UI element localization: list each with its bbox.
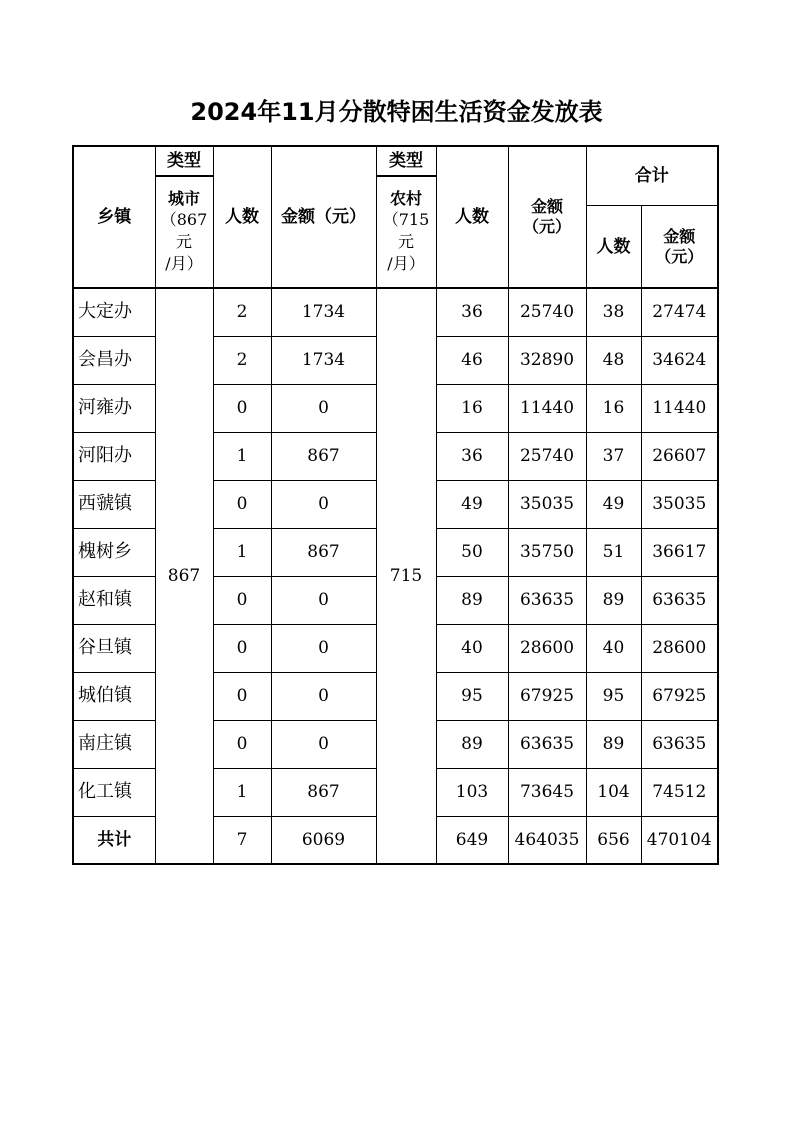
rural-people: 36 — [436, 288, 508, 336]
total-people: 16 — [586, 384, 641, 432]
totals-total-amount: 470104 — [641, 816, 718, 864]
rural-amount: 67925 — [508, 672, 586, 720]
header-town: 乡镇 — [73, 146, 155, 288]
total-people: 48 — [586, 336, 641, 384]
total-amount: 27474 — [641, 288, 718, 336]
rural-standard-num: （715 — [382, 210, 430, 229]
header-rural-amount-label: 金额 — [530, 197, 563, 216]
city-amount: 0 — [271, 384, 376, 432]
total-people: 40 — [586, 624, 641, 672]
page-title: 2024年11月分散特困生活资金发放表 — [190, 98, 603, 126]
rural-people: 89 — [436, 576, 508, 624]
total-people: 89 — [586, 576, 641, 624]
rural-amount: 25740 — [508, 288, 586, 336]
rural-amount: 73645 — [508, 768, 586, 816]
total-amount: 28600 — [641, 624, 718, 672]
rural-amount: 63635 — [508, 576, 586, 624]
city-standard-value: 867 — [155, 288, 213, 864]
allowance-table — [72, 145, 719, 865]
total-people: 89 — [586, 720, 641, 768]
city-amount: 0 — [271, 720, 376, 768]
city-people: 2 — [213, 336, 271, 384]
city-amount: 0 — [271, 576, 376, 624]
town-name: 西虢镇 — [73, 480, 155, 528]
header-total: 合计 — [586, 146, 718, 206]
total-amount: 36617 — [641, 528, 718, 576]
rural-people: 49 — [436, 480, 508, 528]
total-amount: 67925 — [641, 672, 718, 720]
total-people: 37 — [586, 432, 641, 480]
city-amount: 1734 — [271, 336, 376, 384]
header-city-standard — [155, 176, 213, 288]
header-city-people: 人数 — [213, 146, 271, 288]
header-city-label: 城市 — [167, 189, 200, 208]
town-name: 河阳办 — [73, 432, 155, 480]
town-name: 城伯镇 — [73, 672, 155, 720]
rural-people: 40 — [436, 624, 508, 672]
city-people: 1 — [213, 432, 271, 480]
totals-label: 共计 — [73, 816, 155, 864]
header-city-amount: 金额（元） — [271, 146, 376, 288]
total-people: 38 — [586, 288, 641, 336]
total-amount: 63635 — [641, 720, 718, 768]
town-name: 河雍办 — [73, 384, 155, 432]
rural-standard-month: /月） — [387, 254, 425, 273]
totals-city-amount: 6069 — [271, 816, 376, 864]
header-total-amount-label: 金额 — [663, 226, 696, 246]
city-standard-month: /月） — [165, 254, 203, 273]
total-amount: 34624 — [641, 336, 718, 384]
table-row — [73, 288, 718, 336]
rural-people: 16 — [436, 384, 508, 432]
city-people: 1 — [213, 528, 271, 576]
header-rural-type: 类型 — [376, 146, 436, 176]
header-total-amount — [641, 206, 718, 288]
totals-rural-amount: 464035 — [508, 816, 586, 864]
total-amount: 74512 — [641, 768, 718, 816]
rural-amount: 32890 — [508, 336, 586, 384]
city-people: 2 — [213, 288, 271, 336]
totals-city-people: 7 — [213, 816, 271, 864]
town-name: 槐树乡 — [73, 528, 155, 576]
town-name: 化工镇 — [73, 768, 155, 816]
city-amount: 0 — [271, 624, 376, 672]
rural-amount: 11440 — [508, 384, 586, 432]
rural-standard-yuan: 元 — [397, 232, 414, 251]
rural-people: 103 — [436, 768, 508, 816]
total-amount: 63635 — [641, 576, 718, 624]
rural-standard-value: 715 — [376, 288, 436, 864]
total-people: 104 — [586, 768, 641, 816]
town-name: 谷旦镇 — [73, 624, 155, 672]
city-standard-yuan: 元 — [175, 232, 192, 251]
town-name: 赵和镇 — [73, 576, 155, 624]
city-amount: 867 — [271, 432, 376, 480]
header-rural-amount-unit: （元） — [522, 217, 571, 236]
rural-amount: 63635 — [508, 720, 586, 768]
total-people: 95 — [586, 672, 641, 720]
city-amount: 867 — [271, 528, 376, 576]
town-name: 会昌办 — [73, 336, 155, 384]
rural-amount: 35035 — [508, 480, 586, 528]
city-people: 0 — [213, 576, 271, 624]
rural-amount: 28600 — [508, 624, 586, 672]
total-people: 49 — [586, 480, 641, 528]
city-people: 0 — [213, 480, 271, 528]
city-people: 0 — [213, 624, 271, 672]
totals-total-people: 656 — [586, 816, 641, 864]
total-amount: 11440 — [641, 384, 718, 432]
rural-people: 95 — [436, 672, 508, 720]
header-rural-label: 农村 — [389, 189, 422, 208]
city-amount: 0 — [271, 672, 376, 720]
header-total-people: 人数 — [586, 206, 641, 288]
city-people: 0 — [213, 720, 271, 768]
header-rural-people: 人数 — [436, 146, 508, 288]
rural-people: 46 — [436, 336, 508, 384]
header-rural-standard — [376, 176, 436, 288]
rural-people: 36 — [436, 432, 508, 480]
header-city-type: 类型 — [155, 146, 213, 176]
rural-people: 89 — [436, 720, 508, 768]
rural-amount: 35750 — [508, 528, 586, 576]
total-people: 51 — [586, 528, 641, 576]
town-name: 南庄镇 — [73, 720, 155, 768]
totals-rural-people: 649 — [436, 816, 508, 864]
header-total-amount-unit: （元） — [655, 246, 704, 266]
city-people: 0 — [213, 384, 271, 432]
city-amount: 1734 — [271, 288, 376, 336]
city-people: 1 — [213, 768, 271, 816]
rural-people: 50 — [436, 528, 508, 576]
city-amount: 0 — [271, 480, 376, 528]
rural-amount: 25740 — [508, 432, 586, 480]
total-amount: 35035 — [641, 480, 718, 528]
town-name: 大定办 — [73, 288, 155, 336]
city-standard-num: （867 — [160, 210, 208, 229]
city-people: 0 — [213, 672, 271, 720]
total-amount: 26607 — [641, 432, 718, 480]
city-amount: 867 — [271, 768, 376, 816]
header-rural-amount — [508, 146, 586, 288]
